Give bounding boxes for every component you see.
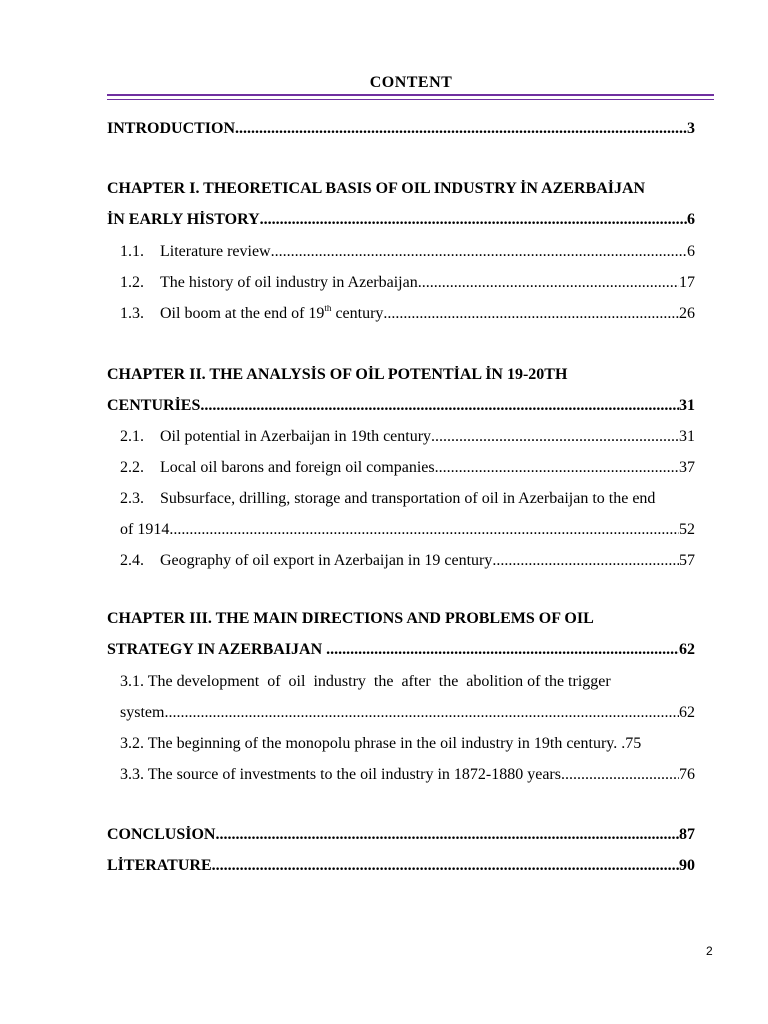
toc-section-2-1[interactable] [120,428,695,450]
section-title: 3.2. The beginning of the monopolu phrase in the oil industry in 19th century. .75 [120,735,642,752]
toc-chapter-1-heading-cont[interactable] [107,211,695,233]
toc-entry-label: LİTERATURE [107,857,212,874]
dot-leader [215,826,679,844]
toc-chapter-3-heading[interactable] [107,610,711,632]
toc-chapter-1-heading[interactable] [107,180,711,202]
section-title: Subsurface, drilling, storage and transportation of oil in Azerbaijan to the end [160,490,656,507]
section-title: Oil potential in Azerbaijan in 19th century [160,428,432,445]
toc-page-number: 26 [679,305,695,322]
dot-leader [326,641,679,659]
dot-leader [235,120,687,138]
toc-section-3-1[interactable] [120,673,695,695]
toc-page-number: 6 [687,243,695,260]
toc-page-number: 17 [679,274,695,291]
toc-section-1-3[interactable] [120,305,695,327]
toc-entry-conclusion[interactable] [107,826,695,848]
toc-entry-label: STRATEGY IN AZERBAIJAN [107,641,327,658]
section-title: The history of oil industry in Azerbaijan [160,274,418,291]
page-number: 2 [706,944,713,958]
toc-section-1-2[interactable] [120,274,695,296]
dot-leader [212,857,679,875]
toc-section-2-2[interactable] [120,459,695,481]
toc-page-number: 37 [679,459,695,476]
section-title: 3.3. The source of investments to the oil industry in 1872-1880 years [120,766,561,783]
dot-leader [435,459,679,477]
section-number: 2.4. [120,552,144,569]
dot-leader [271,243,687,261]
toc-page-number: 6 [687,211,695,228]
section-number: 1.3. [120,305,144,322]
dot-leader [431,428,679,446]
toc-chapter-2-heading-cont[interactable] [107,397,695,419]
dot-leader [164,704,679,722]
toc-page-number: 31 [679,397,695,414]
title-divider [107,94,714,100]
section-number: 2.3. [120,490,144,507]
toc-section-3-2[interactable] [120,735,695,757]
toc-entry-label: İN EARLY HİSTORY [107,211,260,228]
dot-leader [200,397,679,415]
toc-section-3-3[interactable] [120,766,695,788]
toc-page-number: 90 [679,857,695,874]
dot-leader [383,305,679,323]
section-title: Local oil barons and foreign oil companies [160,459,435,476]
toc-entry-literature[interactable] [107,857,695,879]
toc-section-2-4[interactable] [120,552,695,574]
section-number: 1.1. [120,243,144,260]
toc-page-number: 76 [679,766,695,783]
toc-section-2-3[interactable] [120,490,714,512]
toc-entry-label: INTRODUCTION [107,120,236,137]
page-title: CONTENT [369,74,453,91]
section-number: 2.1. [120,428,144,445]
toc-page-number: 3 [687,120,695,137]
toc-section-2-3-cont[interactable] [120,521,695,543]
section-title: system [120,704,165,721]
section-title: Oil boom at the end of 19th century [160,305,384,322]
toc-entry-label: CHAPTER III. THE MAIN DIRECTIONS AND PROBLEMS OF OIL [107,610,594,627]
section-title: Literature review [160,243,271,260]
section-number: 1.2. [120,274,144,291]
toc-entry-label: CHAPTER II. THE ANALYSİS OF OİL POTENTİAL İN 19-20TH [107,366,568,383]
toc-page-number: 52 [679,521,695,538]
toc-page-number: 31 [679,428,695,445]
toc-chapter-2-heading[interactable] [107,366,711,388]
dot-leader [492,552,679,570]
toc-section-1-1[interactable] [120,243,695,265]
section-number: 2.2. [120,459,144,476]
toc-page-number: 62 [679,641,695,658]
dot-leader [418,274,679,292]
toc-section-3-1-cont[interactable] [120,704,695,726]
toc-entry-label: CENTURİES [107,397,201,414]
dot-leader [561,766,679,784]
toc-page-number: 57 [679,552,695,569]
dot-leader [169,521,679,539]
toc-page-number: 87 [679,826,695,843]
section-title: Geography of oil export in Azerbaijan in 19 century [160,552,493,569]
section-title: 3.1. The development of oil industry the after the abolition of the trigger [120,673,611,690]
section-title: of 1914 [120,521,170,538]
dot-leader [260,211,687,229]
toc-entry-introduction[interactable] [107,120,695,142]
toc-page-number: 62 [679,704,695,721]
toc-entry-label: CHAPTER I. THEORETICAL BASIS OF OIL INDUSTRY İN AZERBAİJAN [107,180,646,197]
toc-chapter-3-heading-cont[interactable] [107,641,695,663]
toc-entry-label: CONCLUSİON [107,826,216,843]
